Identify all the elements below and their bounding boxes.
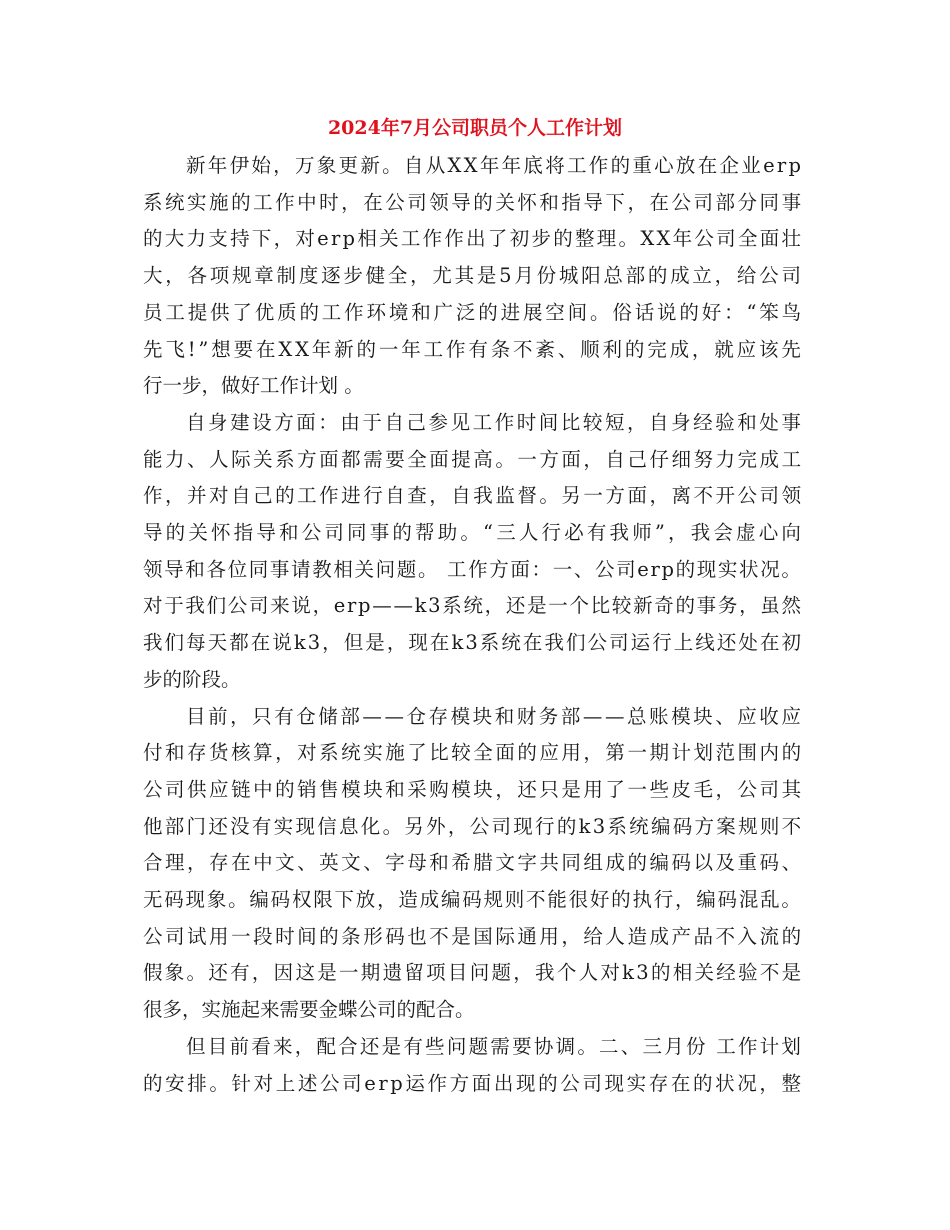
paragraph-3-line: 公司供应链中的销售模块和采购模块，还只是用了一些皮毛，公司其 — [143, 778, 804, 801]
document-title: 2024年7月公司职员个人工作计划 — [327, 117, 623, 139]
paragraph-1-line: 新年伊始，万象更新。自从XX年年底将工作的重心放在企业erp — [186, 154, 804, 177]
paragraph-3-line: 公司试用一段时间的条形码也不是国际通用，给人造成产品不入流的 — [143, 925, 804, 948]
paragraph-1-line: 先飞!”想要在XX年新的一年工作有条不紊、顺利的完成，就应该先 — [143, 338, 804, 361]
paragraph-4-line: 但目前看来，配合还是有些问题需要协调。二、三月份 工作计划 — [186, 1035, 804, 1058]
paragraph-3-line: 无码现象。编码权限下放，造成编码规则不能很好的执行，编码混乱。 — [143, 888, 803, 911]
paragraph-2-line: 作，并对自己的工作进行自查，自我监督。另一方面，离不开公司领 — [143, 484, 804, 507]
paragraph-2-line: 导的关怀指导和公司同事的帮助。“三人行必有我师”，我会虚心向 — [143, 521, 805, 544]
paragraph-2-line: 领导和各位同事请教相关问题。 工作方面：一、公司erp的现实状况。 — [143, 558, 803, 581]
paragraph-1-line: 的大力支持下，对erp相关工作作出了初步的整理。XX年公司全面壮 — [143, 227, 804, 250]
paragraph-4-line: 的安排。针对上述公司erp运作方面出现的公司现实存在的状况，整 — [143, 1072, 804, 1095]
paragraph-3-line: 付和存货核算，对系统实施了比较全面的应用，第一期计划范围内的 — [143, 741, 804, 764]
paragraph-3-line: 他部门还没有实现信息化。另外，公司现行的k3系统编码方案规则不 — [143, 815, 804, 838]
paragraph-1-line: 系统实施的工作中时，在公司领导的关怀和指导下，在公司部分同事 — [143, 191, 804, 214]
paragraph-1-line: 员工提供了优质的工作环境和广泛的进展空间。俗话说的好：“笨鸟 — [143, 301, 804, 324]
paragraph-1-line: 大，各项规章制度逐步健全，尤其是5月份城阳总部的成立，给公司 — [143, 264, 804, 287]
paragraph-3-line: 合理，存在中文、英文、字母和希腊文字共同组成的编码以及重码、 — [143, 851, 804, 874]
paragraph-2-line: 步的阶段。 — [143, 668, 241, 691]
paragraph-3-line: 假象。还有，因这是一期遗留项目问题，我个人对k3的相关经验不是 — [143, 961, 804, 984]
paragraph-3-line: 目前，只有仓储部——仓存模块和财务部——总账模块、应收应 — [186, 705, 804, 728]
paragraph-1-line: 行一步，做好工作计划 。 — [143, 374, 364, 397]
paragraph-2-line: 能力、人际关系方面都需要全面提高。一方面，自己仔细努力完成工 — [143, 448, 804, 471]
paragraph-3-line: 很多，实施起来需要金蝶公司的配合。 — [143, 998, 475, 1021]
paragraph-2-line: 自身建设方面：由于自己参见工作时间比较短，自身经验和处事 — [186, 411, 804, 434]
paragraph-2-line: 我们每天都在说k3，但是，现在k3系统在我们公司运行上线还处在初 — [143, 631, 804, 654]
paragraph-2-line: 对于我们公司来说，erp——k3系统，还是一个比较新奇的事务，虽然 — [143, 594, 803, 617]
